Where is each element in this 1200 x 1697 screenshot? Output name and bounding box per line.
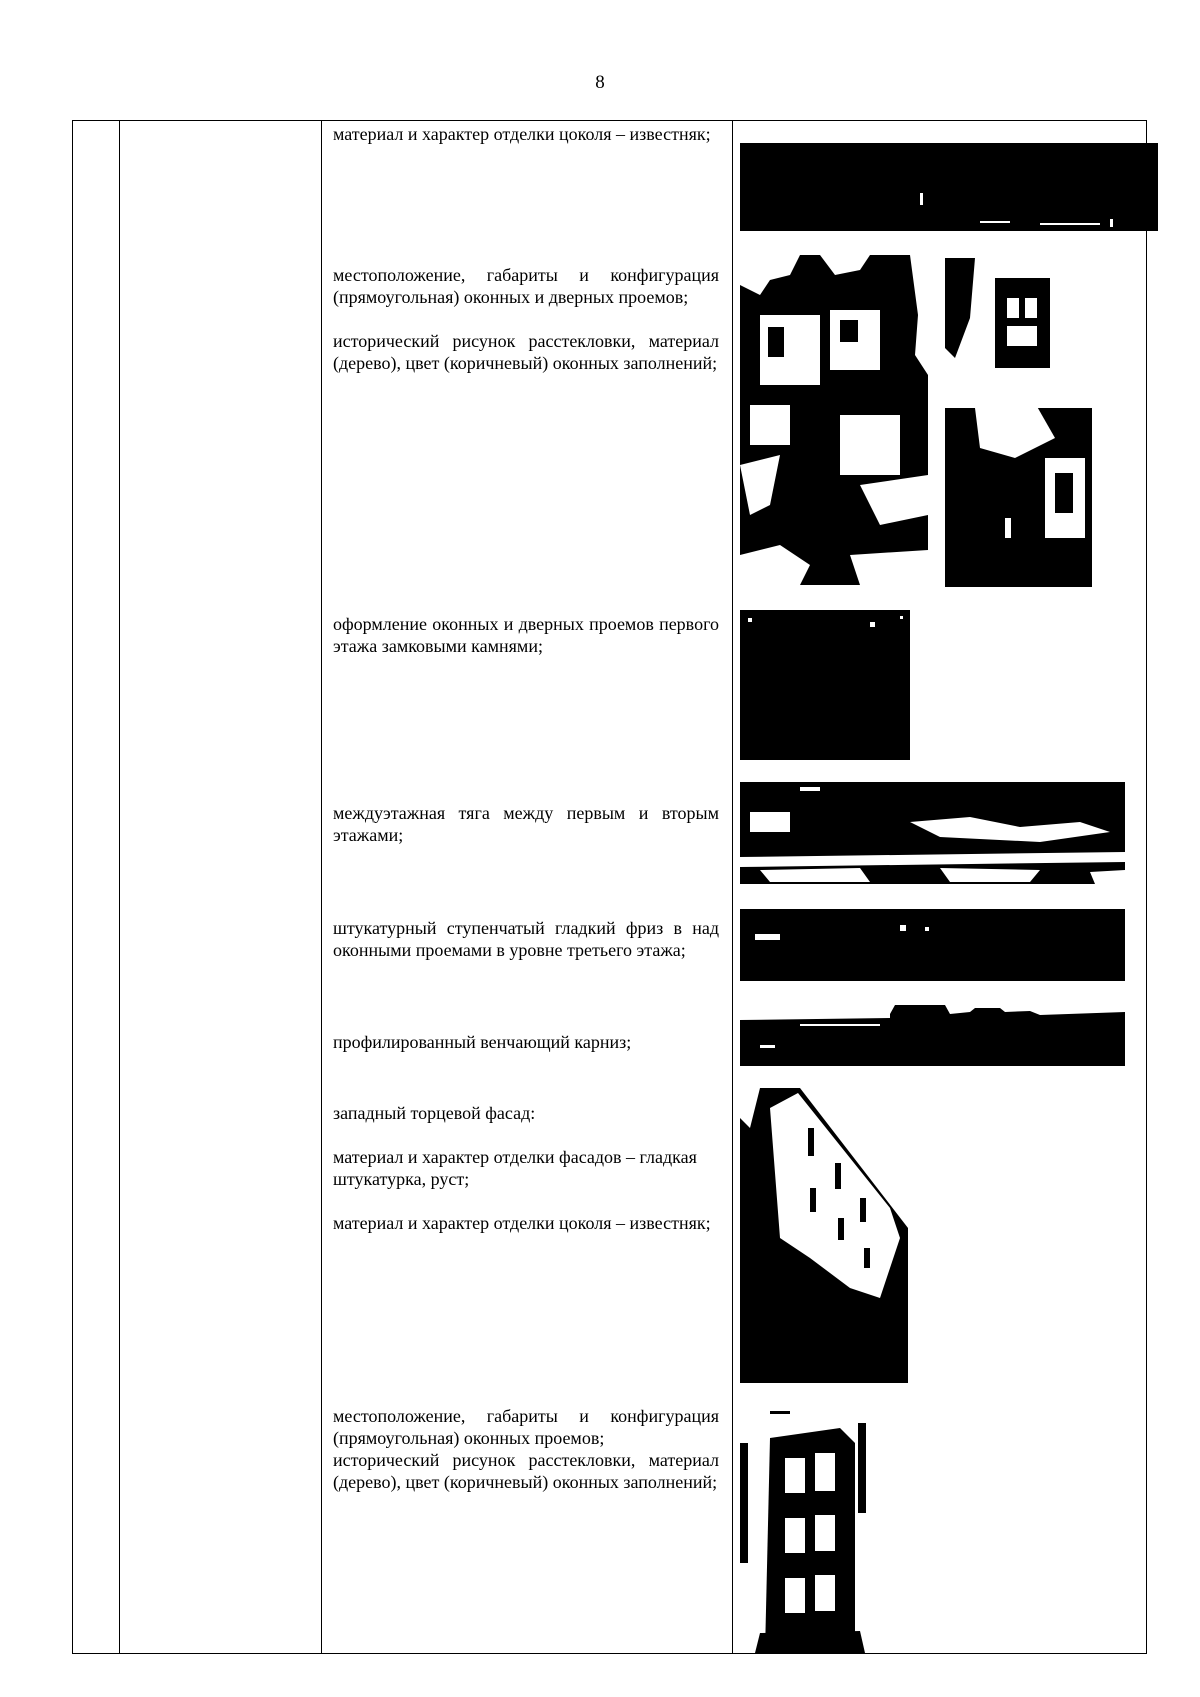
row-2-paragraph-2: исторический рисунок расстекловки, материал (дерево), цвет (коричневый) оконных заполнений; <box>333 331 719 373</box>
photo-plinth <box>740 143 1158 231</box>
photo-facade-windows-2 <box>945 258 1092 587</box>
row-6-text <box>333 1031 719 1075</box>
row-4-paragraph-1: междуэтажная тяга между первым и вторым этажами; <box>333 803 719 845</box>
row-7-paragraph-2: материал и характер отделки фасадов – гладкая штукатурка, руст; <box>333 1147 697 1189</box>
row-5-paragraph-1: штукатурный ступенчатый гладкий фриз в над оконными проемами в уровне третьего этажа; <box>333 918 719 960</box>
row-1-text <box>333 123 719 167</box>
row-2-paragraph-1: местоположение, габариты и конфигурация (прямоугольная) оконных и дверных проемов; <box>333 265 719 307</box>
row-5-text <box>333 917 719 983</box>
photo-crowning-cornice <box>740 1000 1125 1066</box>
row-7-paragraph-3: материал и характер отделки цоколя – известняк; <box>333 1213 711 1233</box>
row-1-paragraph-1: материал и характер отделки цоколя – известняк; <box>333 124 711 144</box>
row-4-text <box>333 802 719 868</box>
column-divider <box>119 121 120 1653</box>
row-8-text <box>333 1405 719 1515</box>
row-7-paragraph-1: западный торцевой фасад: <box>333 1103 536 1123</box>
column-divider <box>732 121 733 1653</box>
photo-frieze <box>740 909 1125 981</box>
row-3-text <box>333 613 719 679</box>
row-7-text <box>333 1102 719 1256</box>
photo-facade-windows-1 <box>740 255 928 585</box>
column-divider <box>321 121 322 1653</box>
row-8-paragraph-1: местоположение, габариты и конфигурация (прямоугольная) оконных проемов; <box>333 1406 719 1448</box>
photo-west-facade-windows <box>740 1403 880 1653</box>
photo-keystones <box>740 610 910 760</box>
row-8-paragraph-2: исторический рисунок расстекловки, материал (дерево), цвет (коричневый) оконных заполнений; <box>333 1450 719 1492</box>
photo-west-facade <box>740 1088 908 1383</box>
page-number: 8 <box>595 72 605 93</box>
row-2-text <box>333 264 719 396</box>
row-3-paragraph-1: оформление оконных и дверных проемов первого этажа замковыми камнями; <box>333 614 719 656</box>
photo-interfloor-cornice <box>740 782 1125 884</box>
row-6-paragraph-1: профилированный венчающий карниз; <box>333 1032 632 1052</box>
